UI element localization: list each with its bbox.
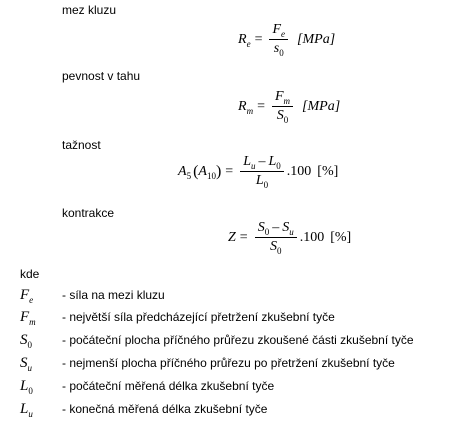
legend-row	[20, 376, 274, 396]
fraction: $\frac{L_u - L_0}{L_0}$	[240, 154, 284, 189]
formula-elongation: A 5 ( A 10 ) = $\frac{L_u - L_0}{L_0}$ .100 [%]	[178, 154, 339, 190]
formula-tensile-strength: R m = $\frac{F_m}{S_0}$ [MPa]	[238, 89, 341, 125]
legend-row	[20, 399, 267, 419]
unit: [%]	[330, 229, 352, 245]
label-tensile-strength: pevnost v tahu	[62, 69, 141, 83]
legend-description: - největší síla předcházející přetržení zkušební tyče	[62, 310, 335, 324]
unit: [MPa]	[302, 98, 341, 114]
legend-description: - síla na mezi kluzu	[62, 288, 165, 302]
legend-symbol: $L_0$	[20, 377, 33, 396]
label-yield-strength: mez kluzu	[62, 3, 117, 17]
fraction: $\frac{S_0 - S_u}{S_0}$	[255, 220, 297, 255]
legend-description: - nejmenší plocha příčného průřezu po přetržení zkušební tyče	[62, 356, 395, 370]
unit: [MPa]	[297, 31, 336, 47]
fraction: $\frac{F_m}{S_0}$	[272, 89, 293, 124]
legend-row	[20, 285, 165, 305]
legend-row	[20, 307, 335, 327]
legend-description: - konečná měřená délka zkušební tyče	[62, 402, 268, 416]
formula-contraction: Z = $\frac{S_0 - S_u}{S_0}$ .100 [%]	[228, 220, 352, 256]
legend-symbol: $S_u$	[20, 354, 32, 373]
legend-symbol: $L_u$	[20, 400, 33, 419]
fraction: $\frac{F_e}{s_0}$	[269, 22, 288, 57]
legend-symbol: $S_0$	[20, 331, 32, 350]
legend-description: - počáteční plocha příčného průřezu zkoušené části zkušební tyče	[62, 333, 414, 347]
unit: [%]	[317, 163, 339, 179]
legend-symbol: $F_e$	[20, 286, 34, 305]
legend-symbol: $F_m$	[20, 308, 36, 327]
label-where: kde	[20, 267, 40, 281]
legend-row	[20, 353, 395, 373]
label-contraction: kontrakce	[62, 206, 115, 220]
legend-description: - počáteční měřená délka zkušební tyče	[62, 379, 275, 393]
label-elongation: tažnost	[62, 138, 101, 152]
formula-yield-strength: R e = $\frac{F_e}{s_0}$ [MPa]	[238, 22, 336, 58]
legend-row	[20, 330, 414, 350]
